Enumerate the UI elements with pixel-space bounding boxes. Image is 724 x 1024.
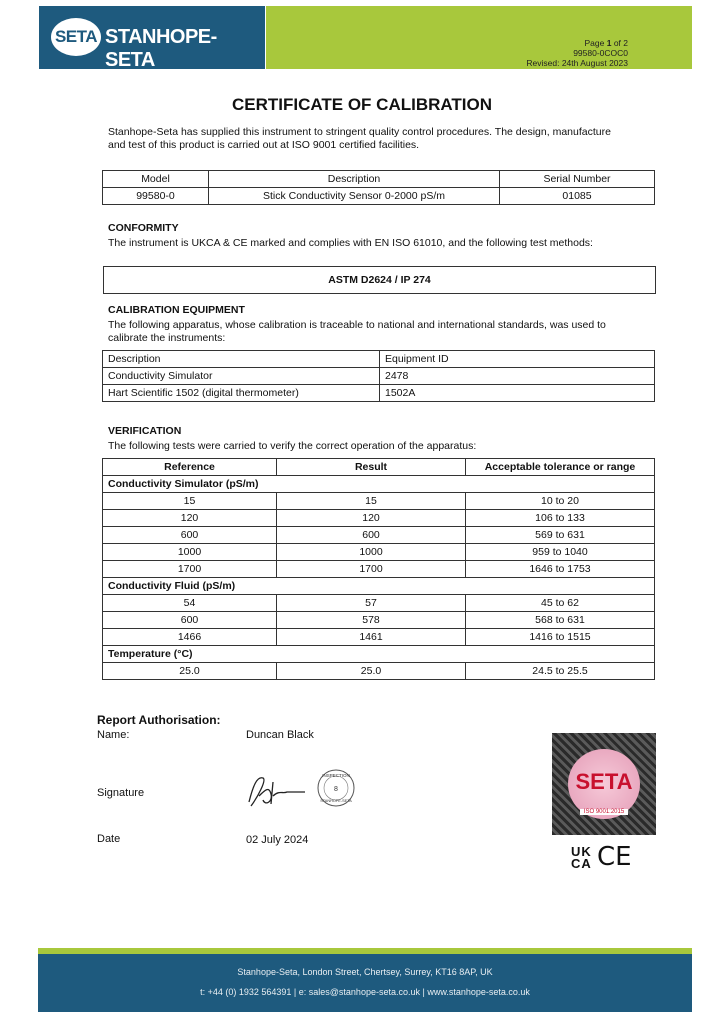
equipment-description: Conductivity Simulator [103, 368, 380, 385]
reference-cell: 25.0 [103, 663, 277, 680]
result-cell: 120 [277, 510, 466, 527]
footer-address: Stanhope-Seta, London Street, Chertsey, Surrey, KT16 8AP, UK [237, 967, 493, 977]
tolerance-cell: 1646 to 1753 [466, 561, 655, 578]
seta-logo-mark: SETA [51, 18, 101, 56]
table-row [103, 527, 655, 544]
reference-cell: 1000 [103, 544, 277, 561]
page-title: CERTIFICATE OF CALIBRATION [231, 95, 492, 114]
reference-cell: 15 [103, 493, 277, 510]
header-serial: Serial Number [500, 171, 655, 188]
table-row [103, 493, 655, 510]
reference-cell: 1466 [103, 629, 277, 646]
ce-mark: CE [597, 842, 632, 872]
result-cell: 15 [277, 493, 466, 510]
tolerance-cell: 24.5 to 25.5 [466, 663, 655, 680]
reference-cell: 600 [103, 527, 277, 544]
header-green-bar [266, 6, 692, 69]
document-code: 99580-0COC0 [573, 48, 628, 58]
signature-label: Signature [97, 787, 145, 799]
brand-name: STANHOPE-SETA [105, 26, 217, 71]
serial-value: 01085 [500, 188, 655, 205]
result-cell: 57 [277, 595, 466, 612]
header-equipment-description: Description [103, 351, 380, 368]
table-row [103, 561, 655, 578]
table-row [103, 385, 655, 402]
equipment-id: 2478 [380, 368, 655, 385]
calibration-equipment-heading: CALIBRATION EQUIPMENT [108, 304, 245, 316]
seta-badge-text: SETA [575, 769, 633, 794]
table-row [103, 663, 655, 680]
header-description: Description [209, 171, 500, 188]
table-row [103, 368, 655, 385]
footer-contact: t: +44 (0) 1932 564391 | e: sales@stanhope-seta.co.uk | www.stanhope-seta.co.uk [200, 987, 530, 997]
ukca-mark: UK CA [571, 844, 592, 871]
result-cell: 578 [277, 612, 466, 629]
model-value: 99580-0 [103, 188, 209, 205]
document-meta [526, 38, 628, 68]
section-title: Conductivity Simulator (pS/m) [103, 476, 655, 493]
page-indicator: Page 1 of 2 [584, 38, 628, 48]
table-row [103, 544, 655, 561]
reference-cell: 54 [103, 595, 277, 612]
date-label: Date [97, 833, 121, 845]
result-cell: 1700 [277, 561, 466, 578]
conformity-heading: CONFORMITY [108, 222, 179, 234]
result-cell: 1000 [277, 544, 466, 561]
name-label: Name: [97, 729, 130, 741]
authorisation-heading: Report Authorisation: [97, 713, 221, 727]
stamp-bottom-text: STANHOPE-SETA [320, 799, 352, 803]
result-cell: 25.0 [277, 663, 466, 680]
verification-text: The following tests were carried to verify the correct operation of the apparatus: [108, 440, 477, 452]
tolerance-cell: 10 to 20 [466, 493, 655, 510]
tolerance-cell: 959 to 1040 [466, 544, 655, 561]
tolerance-cell: 106 to 133 [466, 510, 655, 527]
reference-cell: 120 [103, 510, 277, 527]
equipment-table [102, 350, 655, 402]
tolerance-cell: 45 to 62 [466, 595, 655, 612]
test-methods: ASTM D2624 / IP 274 [103, 266, 656, 294]
authorisation-date: 02 July 2024 [246, 834, 309, 846]
authoriser-name: Duncan Black [246, 729, 314, 741]
intro-text: Stanhope-Seta has supplied this instrument to stringent quality control procedures. The design, manufacture and test of this product is carried out at ISO 9001 certified facilities. [108, 126, 611, 151]
result-cell: 600 [277, 527, 466, 544]
signature-image [243, 768, 363, 816]
header-result: Result [277, 459, 466, 476]
iso-certification: ISO 9001:2015 [580, 809, 628, 815]
header-brand-bar [39, 6, 265, 69]
reference-cell: 600 [103, 612, 277, 629]
section-title: Conductivity Fluid (pS/m) [103, 578, 655, 595]
table-row [103, 612, 655, 629]
conformity-text: The instrument is UKCA & CE marked and complies with EN ISO 61010, and the following test methods: [108, 237, 593, 249]
reference-cell: 1700 [103, 561, 277, 578]
table-row [103, 629, 655, 646]
section-title: Temperature (°C) [103, 646, 655, 663]
tolerance-cell: 1416 to 1515 [466, 629, 655, 646]
stamp-top-text: INSPECTION [322, 773, 350, 778]
footer [38, 954, 692, 1012]
table-row [103, 595, 655, 612]
header-equipment-id: Equipment ID [380, 351, 655, 368]
result-cell: 1461 [277, 629, 466, 646]
calibration-equipment-text: The following apparatus, whose calibration is traceable to national and international standards, was used to calibrate the instruments: [108, 319, 606, 344]
table-row [103, 510, 655, 527]
header-model: Model [103, 171, 209, 188]
revision-date: Revised: 24th August 2023 [526, 58, 628, 68]
tolerance-cell: 568 to 631 [466, 612, 655, 629]
equipment-description: Hart Scientific 1502 (digital thermometer) [103, 385, 380, 402]
verification-table [102, 458, 655, 680]
tolerance-cell: 569 to 631 [466, 527, 655, 544]
verification-heading: VERIFICATION [108, 425, 182, 437]
header-reference: Reference [103, 459, 277, 476]
stamp-number: 8 [334, 786, 338, 793]
description-value: Stick Conductivity Sensor 0-2000 pS/m [209, 188, 500, 205]
instrument-table [102, 170, 655, 205]
seta-hologram-badge [552, 733, 656, 835]
header-tolerance: Acceptable tolerance or range [466, 459, 655, 476]
equipment-id: 1502A [380, 385, 655, 402]
